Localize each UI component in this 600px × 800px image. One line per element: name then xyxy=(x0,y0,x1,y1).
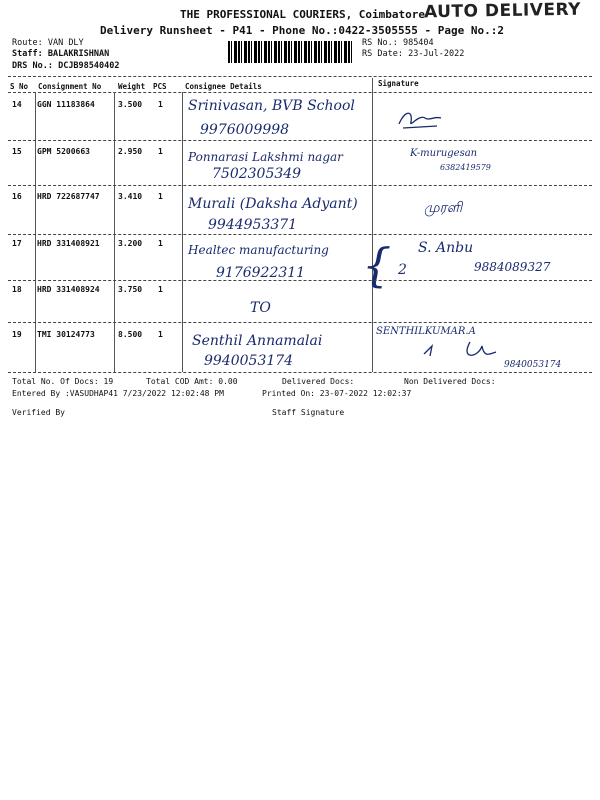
runsheet-subtitle: Delivery Runsheet - P41 - Phone No.:0422-3505555 - Page No.:2 xyxy=(100,24,504,37)
col-pcs: PCS xyxy=(153,82,167,91)
row-sno: 18 xyxy=(12,285,22,294)
col-separator xyxy=(114,92,115,372)
signature-name: முரளி xyxy=(424,200,463,216)
consignee-phone: 7502305349 xyxy=(212,166,302,182)
row-consignment: GGN 11183864 xyxy=(37,100,95,109)
row-pcs: 1 xyxy=(158,192,163,201)
col-consignee: Consignee Details xyxy=(185,82,262,91)
printed-on: Printed On: 23-07-2022 12:02:37 xyxy=(262,389,412,398)
signature-phone: 9840053174 xyxy=(504,360,562,370)
row-sno: 19 xyxy=(12,330,22,339)
verified-by: Verified By xyxy=(12,408,65,417)
divider xyxy=(8,76,592,77)
row-pcs: 1 xyxy=(158,330,163,339)
row-consignment: GPM 5200663 xyxy=(37,147,90,156)
row-sno: 17 xyxy=(12,239,22,248)
row-weight: 3.500 xyxy=(118,100,143,109)
col-signature: Signature xyxy=(378,79,419,88)
company-title: THE PROFESSIONAL COURIERS, Coimbatore xyxy=(180,8,426,21)
signature-scribble xyxy=(395,106,445,132)
route-label: Route: xyxy=(12,38,43,48)
drs-value: DCJB98540402 xyxy=(58,61,120,71)
row-weight: 3.750 xyxy=(118,285,143,294)
row-sno: 16 xyxy=(12,192,22,201)
col-weight: Weight xyxy=(118,82,146,91)
consignee-name: Senthil Annamalai xyxy=(192,333,323,349)
rs-no-label: RS No.: xyxy=(362,38,398,48)
consignee-name: Ponnarasi Lakshmi nagar xyxy=(188,150,343,164)
signature-phone: 6382419579 xyxy=(440,163,491,172)
staff-line xyxy=(12,49,109,59)
row-weight: 3.200 xyxy=(118,239,143,248)
consignee-phone: 9940053174 xyxy=(204,353,294,369)
divider xyxy=(8,372,592,373)
signature-name: SENTHILKUMAR.A xyxy=(376,326,476,337)
rs-date-label: RS Date: xyxy=(362,49,403,59)
col-separator xyxy=(35,92,36,372)
col-consignment: Consignment No xyxy=(38,82,102,91)
consignee-name: Murali (Daksha Adyant) xyxy=(188,196,358,212)
rs-no-value: 985404 xyxy=(402,38,434,48)
row-consignment: HRD 331408924 xyxy=(37,285,100,294)
consignee-phone: 9944953371 xyxy=(208,217,298,233)
entered-by: Entered By :VASUDHAP41 7/23/2022 12:02:48 PM xyxy=(12,389,224,398)
divider xyxy=(8,185,592,186)
route-value: VAN DLY xyxy=(47,38,84,48)
row-sno: 14 xyxy=(12,100,22,109)
rs-date-line xyxy=(362,49,464,59)
col-separator xyxy=(372,78,373,372)
drs-line xyxy=(12,61,120,71)
signature-phone: 9884089327 xyxy=(474,260,551,274)
signature-scribble xyxy=(420,338,500,364)
delivered-docs: Delivered Docs: xyxy=(282,377,355,386)
rs-date-value: 23-Jul-2022 xyxy=(408,49,465,59)
col-sno: S No xyxy=(10,82,29,91)
divider xyxy=(8,280,592,281)
total-docs: Total No. Of Docs: 19 xyxy=(12,377,114,386)
row-pcs: 1 xyxy=(158,147,163,156)
divider xyxy=(8,234,592,235)
drs-label: DRS No.: xyxy=(12,61,53,71)
row-weight: 8.500 xyxy=(118,330,143,339)
row-pcs: 1 xyxy=(158,285,163,294)
col-separator xyxy=(182,92,183,372)
divider xyxy=(8,92,592,93)
row-pcs: 1 xyxy=(158,100,163,109)
divider xyxy=(8,322,592,323)
row-consignment: TMI 30124773 xyxy=(37,330,95,339)
route-line xyxy=(12,38,84,48)
row-pcs: 1 xyxy=(158,239,163,248)
row-consignment: HRD 722687747 xyxy=(37,192,100,201)
staff-signature: Staff Signature xyxy=(272,408,345,417)
ditto-mark: TO xyxy=(250,300,271,316)
row-sno: 15 xyxy=(12,147,22,156)
row-weight: 3.410 xyxy=(118,192,143,201)
row-consignment: HRD 331408921 xyxy=(37,239,100,248)
consignee-phone: 9976009998 xyxy=(200,122,290,138)
staff-value: BALAKRISHNAN xyxy=(47,49,110,59)
barcode xyxy=(228,41,354,63)
divider xyxy=(8,140,592,141)
staff-label: Staff: xyxy=(12,49,43,59)
non-delivered-docs: Non Delivered Docs: xyxy=(404,377,496,386)
consignee-name: Srinivasan, BVB School xyxy=(188,98,355,114)
signature-name: K-murugesan xyxy=(410,148,478,159)
consignee-name: Healtec manufacturing xyxy=(188,243,329,257)
rs-no-line xyxy=(362,38,434,48)
signature-name: S. Anbu xyxy=(418,240,474,256)
row-weight: 2.950 xyxy=(118,147,143,156)
bracket-mark: { xyxy=(362,238,392,292)
bracket-count: 2 xyxy=(398,262,407,278)
total-cod: Total COD Amt: 0.00 xyxy=(146,377,238,386)
auto-delivery-stamp: AUTO DELIVERY xyxy=(423,0,582,23)
consignee-phone: 9176922311 xyxy=(216,265,306,281)
